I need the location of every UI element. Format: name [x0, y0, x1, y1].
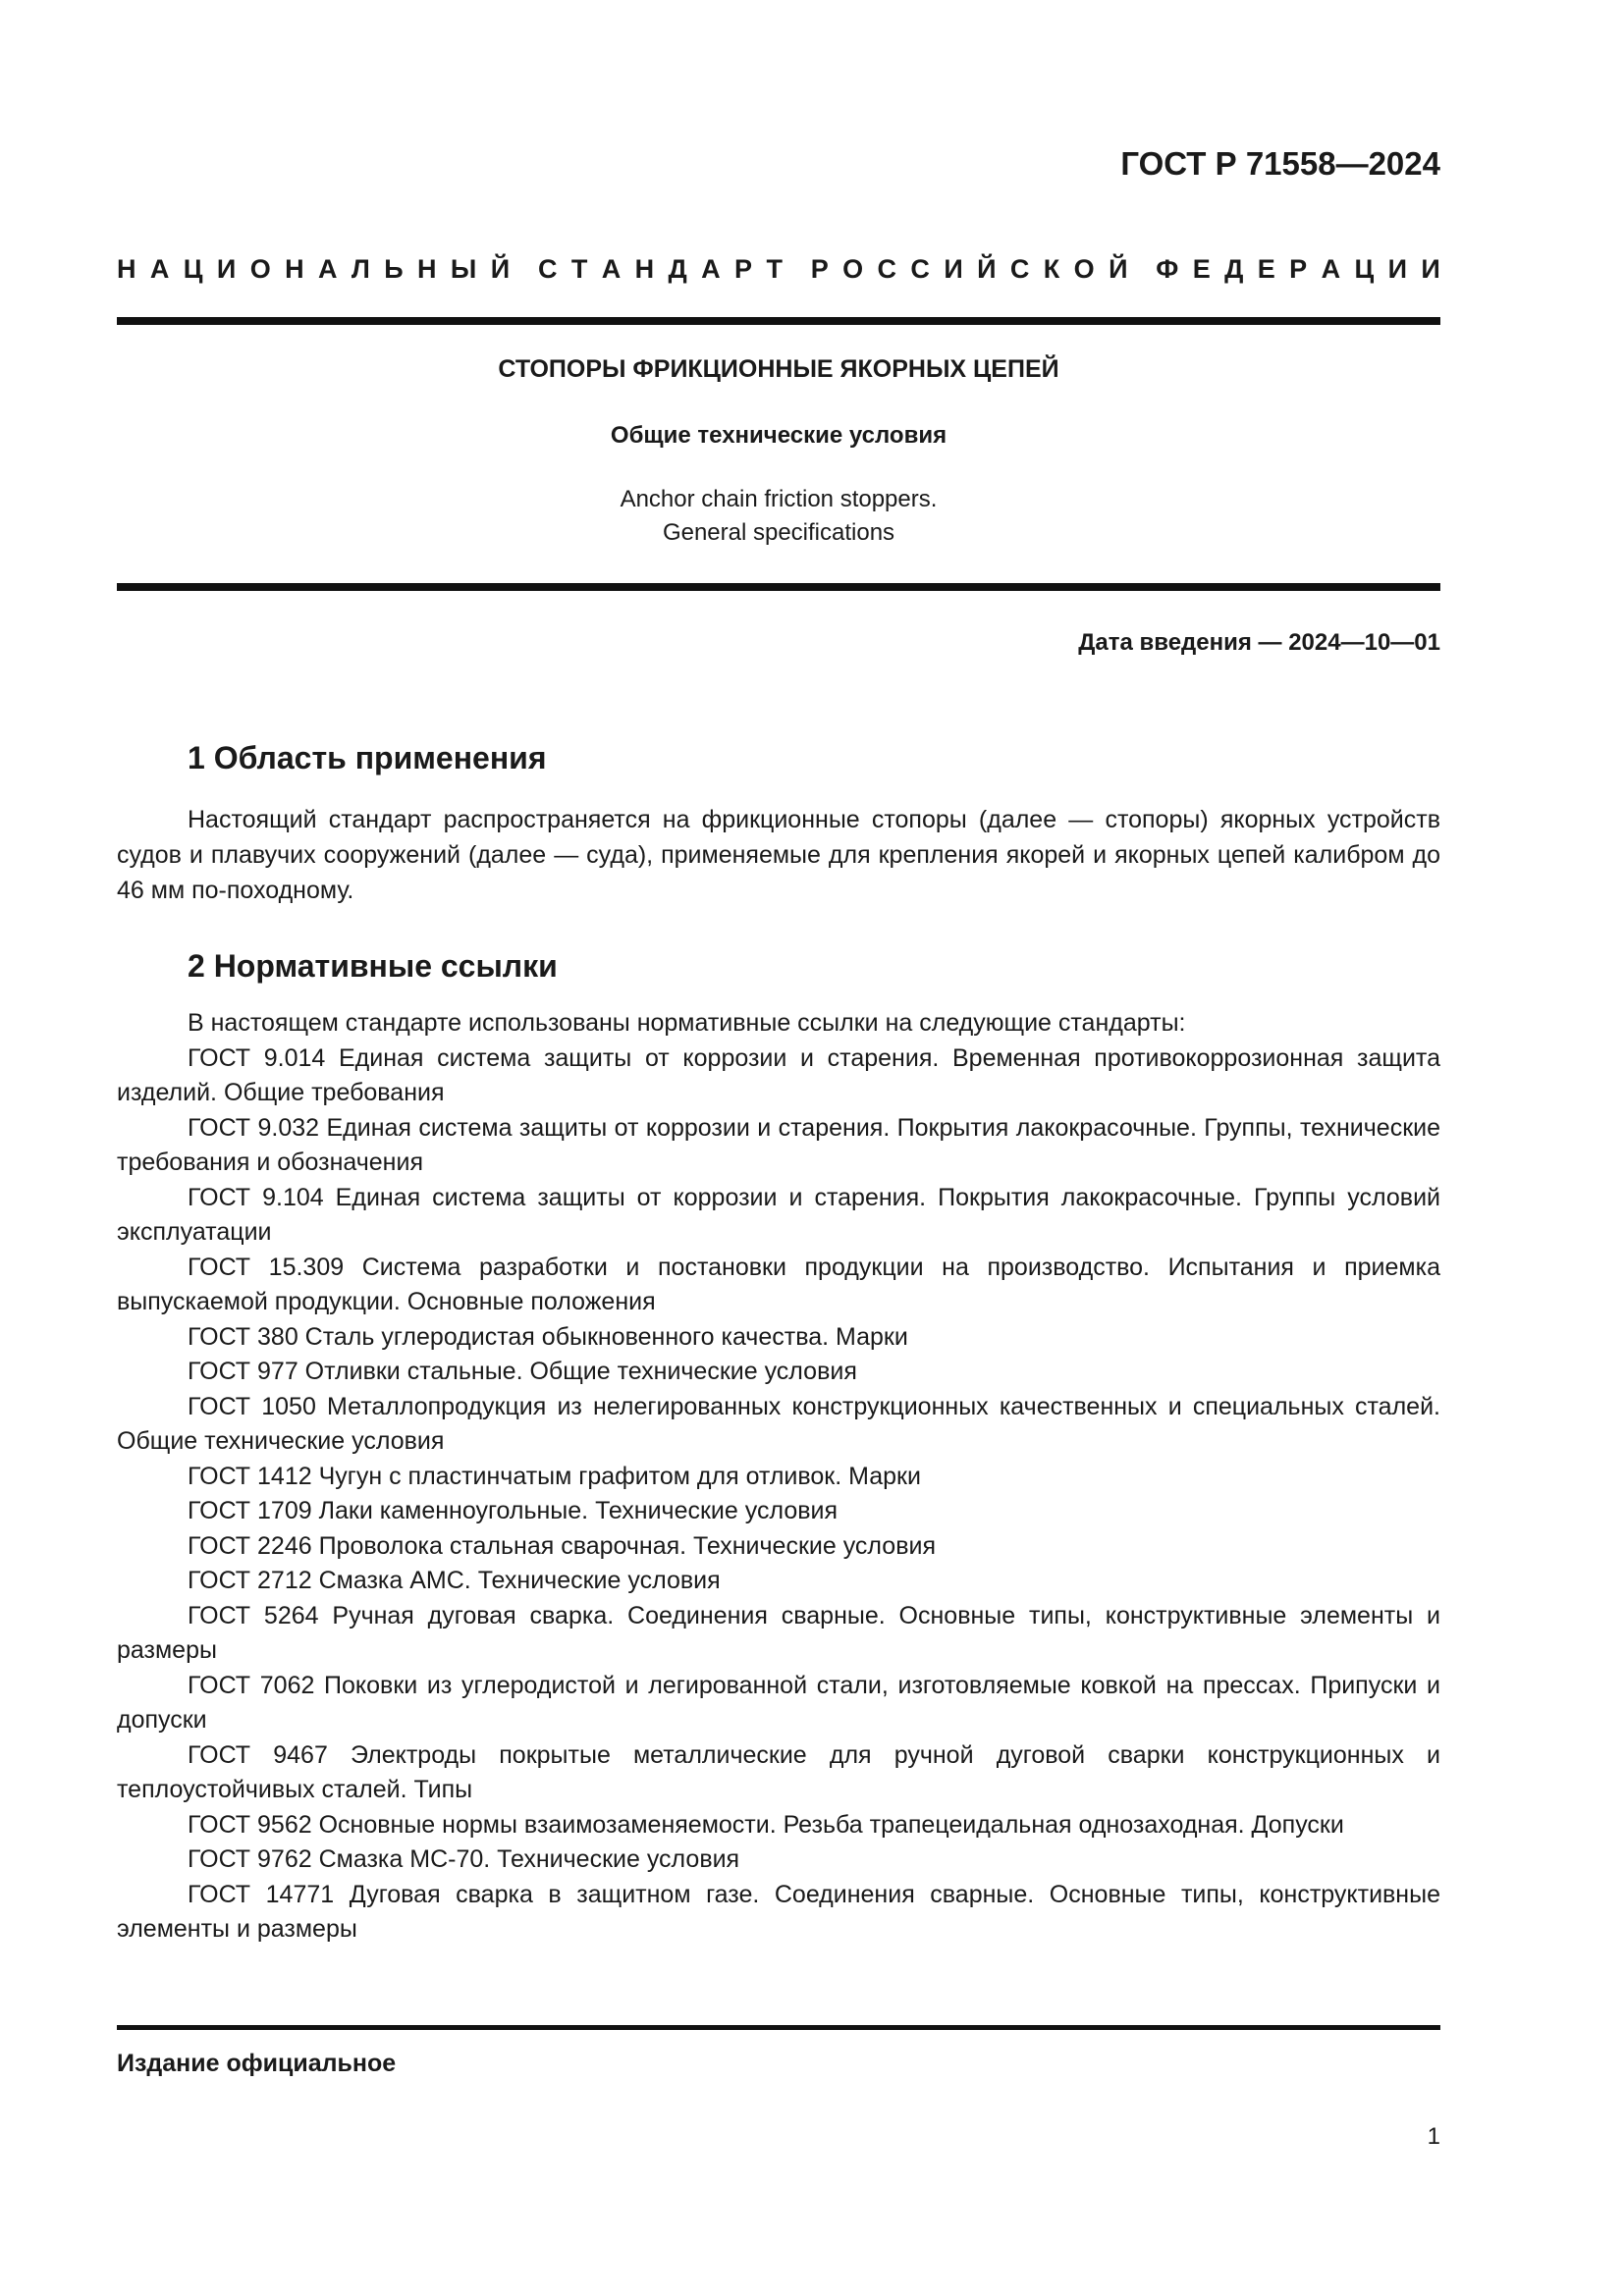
reference-item: ГОСТ 9.104 Единая система защиты от коррозии и старения. Покрытия лакокрасочные. Группы условий эксплуатации — [117, 1183, 1440, 1246]
reference-item: ГОСТ 2246 Проволока стальная сварочная. Технические условия — [188, 1531, 936, 1560]
reference-item: ГОСТ 1050 Металлопродукция из нелегированных конструкционных качественных и специальных сталей. Общие технические условия — [117, 1392, 1440, 1455]
reference-item: ГОСТ 7062 Поковки из углеродистой и легированной стали, изготовляемые ковкой на прессах. Припуски и допуски — [117, 1671, 1440, 1734]
banner-letter: Й — [977, 254, 997, 284]
banner-letter: Т — [570, 254, 588, 284]
header-rule — [117, 317, 1440, 325]
english-title-line-1: Anchor chain friction stoppers. — [620, 486, 938, 512]
official-edition-label: Издание официальное — [117, 2050, 397, 2077]
banner-letter: К — [1043, 254, 1060, 284]
banner-letter: Й — [1109, 254, 1128, 284]
banner-letter: О — [249, 254, 271, 284]
banner-letter: А — [601, 254, 622, 284]
banner-letter: Й — [490, 254, 511, 284]
section-1-paragraph: Настоящий стандарт распространяется на фрикционные стопоры (далее — стопоры) якорных устройств судов и плавучих сооружений (далее — суда), применяемые для крепления якорей и якорных цепей калибром до 46 мм по-походному. — [117, 806, 1440, 904]
reference-item: ГОСТ 9467 Электроды покрытые металлические для ручной дуговой сварки конструкционных и теплоустойчивых сталей. Типы — [117, 1740, 1440, 1803]
banner-letter: Н — [117, 254, 136, 284]
reference-item: ГОСТ 380 Сталь углеродистая обыкновенного качества. Марки — [188, 1322, 908, 1351]
banner-letter: Е — [1257, 254, 1275, 284]
normative-references — [117, 1006, 1440, 1948]
banner-letter: Ы — [450, 254, 477, 284]
page-number: 1 — [1427, 2123, 1440, 2150]
section-2-heading: 2 Нормативные ссылки — [188, 948, 558, 984]
reference-item: ГОСТ 1709 Лаки каменноугольные. Технические условия — [188, 1497, 839, 1524]
banner-letter: Т — [766, 254, 783, 284]
reference-item: ГОСТ 1412 Чугун с пластинчатым графитом для отливок. Марки — [188, 1462, 921, 1490]
banner-letter: А — [149, 254, 170, 284]
reference-item: ГОСТ 5264 Ручная дуговая сварка. Соединения сварные. Основные типы, конструктивные элементы и размеры — [117, 1601, 1440, 1664]
banner-letter: И — [944, 254, 963, 284]
banner-letter: Р — [734, 254, 753, 284]
document-subtitle: Общие технические условия — [610, 422, 947, 449]
introduction-date: Дата введения — 2024—10—01 — [1078, 629, 1440, 656]
banner-letter: Р — [1289, 254, 1308, 284]
banner-letter: С — [537, 254, 558, 284]
banner-letter: Н — [417, 254, 437, 284]
english-title — [117, 483, 1440, 550]
document-title: СТОПОРЫ ФРИКЦИОННЫЕ ЯКОРНЫХ ЦЕПЕЙ — [498, 355, 1059, 383]
banner-letter: Д — [668, 254, 687, 284]
reference-item: ГОСТ 15.309 Система разработки и постановки продукции на производство. Испытания и приемка выпускаемой продукции. Основные положения — [117, 1253, 1440, 1315]
banner-letter: Р — [810, 254, 829, 284]
banner-letter: О — [842, 254, 864, 284]
reference-item: ГОСТ 9762 Смазка МС-70. Технические условия — [188, 1845, 740, 1873]
section-1-heading: 1 Область применения — [188, 740, 547, 775]
banner-letter: И — [1421, 254, 1440, 284]
banner-letter: Е — [1192, 254, 1211, 284]
banner-letter: Н — [285, 254, 304, 284]
reference-item: ГОСТ 9562 Основные нормы взаимозаменяемости. Резьба трапецеидальная однозаходная. Допуски — [188, 1810, 1344, 1839]
section-1-text — [117, 802, 1440, 908]
banner-letter: А — [318, 254, 338, 284]
standard-number: ГОСТ Р 71558—2024 — [1120, 145, 1440, 182]
english-title-line-2: General specifications — [662, 519, 895, 546]
banner-letter: А — [1321, 254, 1341, 284]
reference-item: ГОСТ 977 Отливки стальные. Общие технические условия — [188, 1358, 857, 1385]
footer-rule — [117, 2025, 1440, 2030]
banner-letter: Н — [634, 254, 655, 284]
reference-item: ГОСТ 2712 Смазка АМС. Технические условия — [188, 1567, 721, 1594]
banner-letter: С — [1009, 254, 1030, 284]
national-standard-banner — [117, 254, 1440, 285]
banner-letter: И — [1387, 254, 1407, 284]
banner-letter: Л — [351, 254, 370, 284]
banner-letter: Ц — [183, 254, 203, 284]
reference-item: ГОСТ 9.014 Единая система защиты от коррозии и старения. Временная противокоррозионная защита изделий. Общие требования — [117, 1043, 1440, 1106]
banner-letter: Д — [1224, 254, 1244, 284]
title-rule — [117, 583, 1440, 591]
reference-item: ГОСТ 9.032 Единая система защиты от коррозии и старения. Покрытия лакокрасочные. Группы, технические требования и обозначения — [117, 1113, 1440, 1176]
banner-letter: Ц — [1354, 254, 1375, 284]
banner-letter: А — [701, 254, 721, 284]
banner-letter: Ь — [384, 254, 404, 284]
banner-letter: О — [1073, 254, 1095, 284]
banner-letter: С — [877, 254, 897, 284]
references-intro: В настоящем стандарте использованы нормативные ссылки на следующие стандарты: — [188, 1009, 1186, 1037]
banner-letter: С — [910, 254, 930, 284]
banner-letter: И — [216, 254, 237, 284]
reference-item: ГОСТ 14771 Дуговая сварка в защитном газе. Соединения сварные. Основные типы, конструктивные элементы и размеры — [117, 1880, 1440, 1943]
banner-letter: Ф — [1156, 254, 1179, 284]
